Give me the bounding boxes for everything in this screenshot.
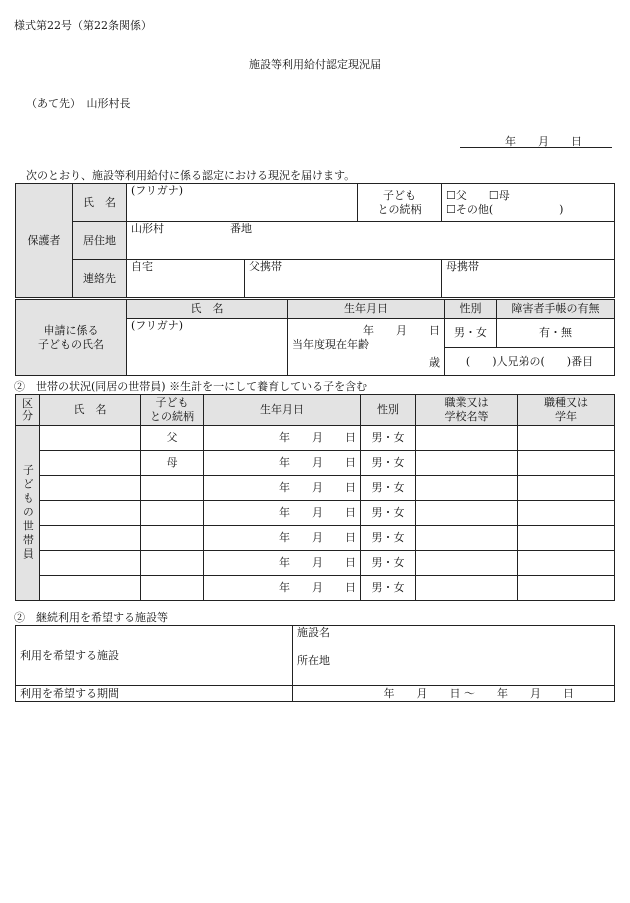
mother-mobile-field[interactable]: 母携帯 — [442, 260, 615, 298]
household-side-label: 子どもの世帯員 — [21, 464, 35, 562]
household-row — [16, 476, 615, 501]
facility-table — [15, 625, 615, 702]
household-sex-col: 性別 — [361, 395, 416, 426]
household-name-field[interactable] — [40, 551, 141, 576]
household-birth-field[interactable]: 年 月 日 — [204, 501, 361, 526]
household-grade-field[interactable] — [518, 451, 615, 476]
household-name-field[interactable] — [40, 576, 141, 601]
addressee: （あて先） 山形村長 — [26, 97, 131, 110]
guardian-table — [15, 183, 615, 298]
household-sex-field[interactable]: 男・女 — [361, 501, 416, 526]
relation-father-checkbox[interactable]: ☐父 — [446, 188, 467, 202]
household-grade-field[interactable] — [518, 551, 615, 576]
facility-name-label: 施設名 — [297, 626, 330, 639]
intro-text: 次のとおり、施設等利用給付に係る認定における現況を届けます。 — [26, 169, 356, 182]
facility-section-title: ② 継続利用を希望する施設等 — [14, 611, 168, 624]
address-field[interactable]: 山形村 番地 — [127, 222, 615, 260]
facility-label: 利用を希望する施設 — [16, 626, 293, 686]
child-disability-col: 障害者手帳の有無 — [497, 300, 615, 319]
household-name-field[interactable] — [40, 501, 141, 526]
child-birth-col: 生年月日 — [288, 300, 445, 319]
child-disability-field[interactable]: 有・無 — [497, 319, 615, 348]
household-sex-field[interactable]: 男・女 — [361, 526, 416, 551]
household-name-field[interactable] — [40, 526, 141, 551]
relation-other-checkbox[interactable]: ☐その他( ) — [446, 202, 564, 216]
address-label: 居住地 — [73, 222, 127, 260]
household-job-field[interactable] — [416, 526, 518, 551]
guardian-name-label: 氏 名 — [73, 184, 127, 222]
household-birth-field[interactable]: 年 月 日 — [204, 451, 361, 476]
household-row — [16, 451, 615, 476]
household-relation-field[interactable] — [141, 551, 204, 576]
household-relation-field[interactable]: 父 — [141, 426, 204, 451]
relation-mother-checkbox[interactable]: ☐母 — [488, 188, 510, 202]
child-birth-field[interactable] — [288, 319, 445, 376]
child-age-label: 当年度現在年齢 — [292, 338, 369, 352]
household-grade-field[interactable] — [518, 426, 615, 451]
period-label: 利用を希望する期間 — [16, 686, 293, 702]
form-number: 様式第22号（第22条関係） — [14, 19, 152, 32]
guardian-name-field[interactable] — [127, 184, 358, 222]
date-underline — [460, 147, 612, 148]
household-row — [16, 426, 615, 451]
household-grade-field[interactable] — [518, 476, 615, 501]
child-age-unit: 歳 — [429, 355, 440, 369]
household-job-field[interactable] — [416, 426, 518, 451]
household-section-title: ② 世帯の状況(同居の世帯員) ※生計を一にして養育している子を含む — [14, 380, 368, 393]
facility-location-label: 所在地 — [297, 653, 330, 667]
household-job-field[interactable] — [416, 476, 518, 501]
household-job-field[interactable] — [416, 551, 518, 576]
child-header: 申請に係る 子どもの氏名 — [16, 300, 127, 376]
household-birth-col: 生年月日 — [204, 395, 361, 426]
guardian-relation-options[interactable] — [442, 184, 615, 222]
household-grade-field[interactable] — [518, 501, 615, 526]
household-sex-field[interactable]: 男・女 — [361, 576, 416, 601]
household-grade-field[interactable] — [518, 526, 615, 551]
household-kubun-label: 区分 — [22, 396, 33, 422]
household-job-field[interactable] — [416, 501, 518, 526]
guardian-furigana: (フリガナ) — [131, 184, 184, 197]
household-relation-field[interactable] — [141, 501, 204, 526]
guardian-relation-label: 子ども との続柄 — [358, 184, 442, 222]
facility-field[interactable] — [293, 626, 615, 686]
household-sex-field[interactable]: 男・女 — [361, 476, 416, 501]
contact-label: 連絡先 — [73, 260, 127, 298]
household-row — [16, 551, 615, 576]
household-birth-field[interactable]: 年 月 日 — [204, 426, 361, 451]
household-name-field[interactable] — [40, 451, 141, 476]
form-title: 施設等利用給付認定現況届 — [249, 58, 381, 71]
household-birth-field[interactable]: 年 月 日 — [204, 551, 361, 576]
guardian-header: 保護者 — [16, 184, 73, 298]
household-relation-field[interactable] — [141, 526, 204, 551]
child-sibling-field[interactable]: ( )人兄弟の( )番目 — [445, 348, 615, 376]
home-phone-field[interactable]: 自宅 — [127, 260, 245, 298]
household-table — [15, 394, 615, 601]
household-row — [16, 576, 615, 601]
household-sex-field[interactable]: 男・女 — [361, 426, 416, 451]
child-name-field[interactable] — [127, 319, 288, 376]
child-sex-field[interactable]: 男・女 — [445, 319, 497, 348]
household-grade-field[interactable] — [518, 576, 615, 601]
child-table — [15, 299, 615, 376]
date-line: 年 月 日 — [505, 135, 582, 148]
household-relation-field[interactable] — [141, 476, 204, 501]
household-name-field[interactable] — [40, 426, 141, 451]
household-sex-field[interactable]: 男・女 — [361, 551, 416, 576]
household-row — [16, 526, 615, 551]
household-grade-col: 職種又は 学年 — [518, 395, 615, 426]
household-relation-field[interactable] — [141, 576, 204, 601]
child-furigana: (フリガナ) — [131, 319, 184, 332]
household-name-field[interactable] — [40, 476, 141, 501]
father-mobile-field[interactable]: 父携帯 — [245, 260, 442, 298]
household-birth-field[interactable]: 年 月 日 — [204, 526, 361, 551]
household-side-label-cell — [16, 426, 40, 601]
child-name-col: 氏 名 — [127, 300, 288, 319]
household-relation-field[interactable]: 母 — [141, 451, 204, 476]
household-job-col: 職業又は 学校名等 — [416, 395, 518, 426]
household-row — [16, 501, 615, 526]
household-birth-field[interactable]: 年 月 日 — [204, 476, 361, 501]
household-relation-col: 子ども との続柄 — [141, 395, 204, 426]
household-kubun-col — [16, 395, 40, 426]
child-birth-value: 年 月 日 — [363, 324, 440, 338]
child-sex-col: 性別 — [445, 300, 497, 319]
household-birth-field[interactable]: 年 月 日 — [204, 576, 361, 601]
household-sex-field[interactable]: 男・女 — [361, 451, 416, 476]
household-name-col: 氏 名 — [40, 395, 141, 426]
period-field[interactable]: 年 月 日 〜 年 月 日 — [293, 686, 615, 702]
household-job-field[interactable] — [416, 451, 518, 476]
household-job-field[interactable] — [416, 576, 518, 601]
